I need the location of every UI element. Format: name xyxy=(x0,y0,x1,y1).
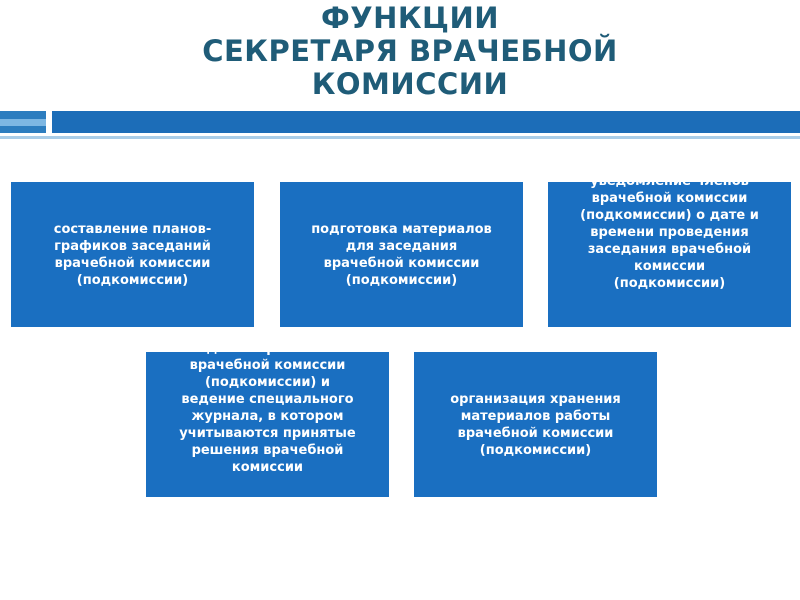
title-line-1: ФУНКЦИИ xyxy=(320,1,500,35)
function-box-protocols xyxy=(146,341,389,497)
header-underline xyxy=(0,136,800,139)
function-box-schedules xyxy=(11,182,254,327)
box-text-line: организация хранения xyxy=(450,391,621,407)
box-text-line: графиков заседаний xyxy=(54,238,211,254)
box-text-line: времени проведения xyxy=(590,225,749,240)
box-text-line: врачебной комиссии xyxy=(457,425,614,441)
box-text-line: врачебной комиссии xyxy=(323,255,480,271)
header-bar-left-stripe xyxy=(0,119,46,126)
box-text-line: комиссии xyxy=(231,460,304,475)
box-text-line: (подкомиссии) xyxy=(479,442,592,458)
box-text-line: подготовка материалов xyxy=(311,221,492,237)
box-text-line: заседания врачебной xyxy=(587,242,752,257)
box-text-line: составление планов- xyxy=(53,221,212,237)
header-bar-right xyxy=(52,111,800,133)
box-text-line: врачебной комиссии xyxy=(591,191,748,206)
box-text-line: ведение специального xyxy=(181,392,354,407)
slide-title xyxy=(150,2,670,101)
title-line-2: СЕКРЕТАРЯ ВРАЧЕБНОЙ xyxy=(202,34,618,68)
box-text-line: журнала, в котором xyxy=(191,409,344,424)
box-text-line: (подкомиссии) xyxy=(76,272,189,288)
box-text-line: (подкомиссии) о дате и xyxy=(580,208,759,223)
box-text-line: уведомление членов xyxy=(590,174,749,189)
box-text-line: (подкомиссии) xyxy=(613,276,726,291)
box-text-line: материалов работы xyxy=(460,408,611,424)
box-text-line: комиссии xyxy=(633,259,706,274)
box-text-line: учитываются принятые xyxy=(179,426,356,441)
box-text-line: врачебной комиссии xyxy=(54,255,211,271)
box-text-line: для заседания xyxy=(345,238,458,254)
function-box-storage xyxy=(414,352,657,497)
title-line-3: КОМИССИИ xyxy=(311,67,509,101)
function-box-notification xyxy=(548,174,791,327)
box-text-line: решения врачебной xyxy=(191,443,344,458)
box-text-line: (подкомиссии) и xyxy=(204,375,331,390)
box-text-line: ведение протоколов xyxy=(189,341,346,356)
box-text-line: врачебной комиссии xyxy=(189,358,346,373)
box-text-line: (подкомиссии) xyxy=(345,272,458,288)
function-box-materials xyxy=(280,182,523,327)
